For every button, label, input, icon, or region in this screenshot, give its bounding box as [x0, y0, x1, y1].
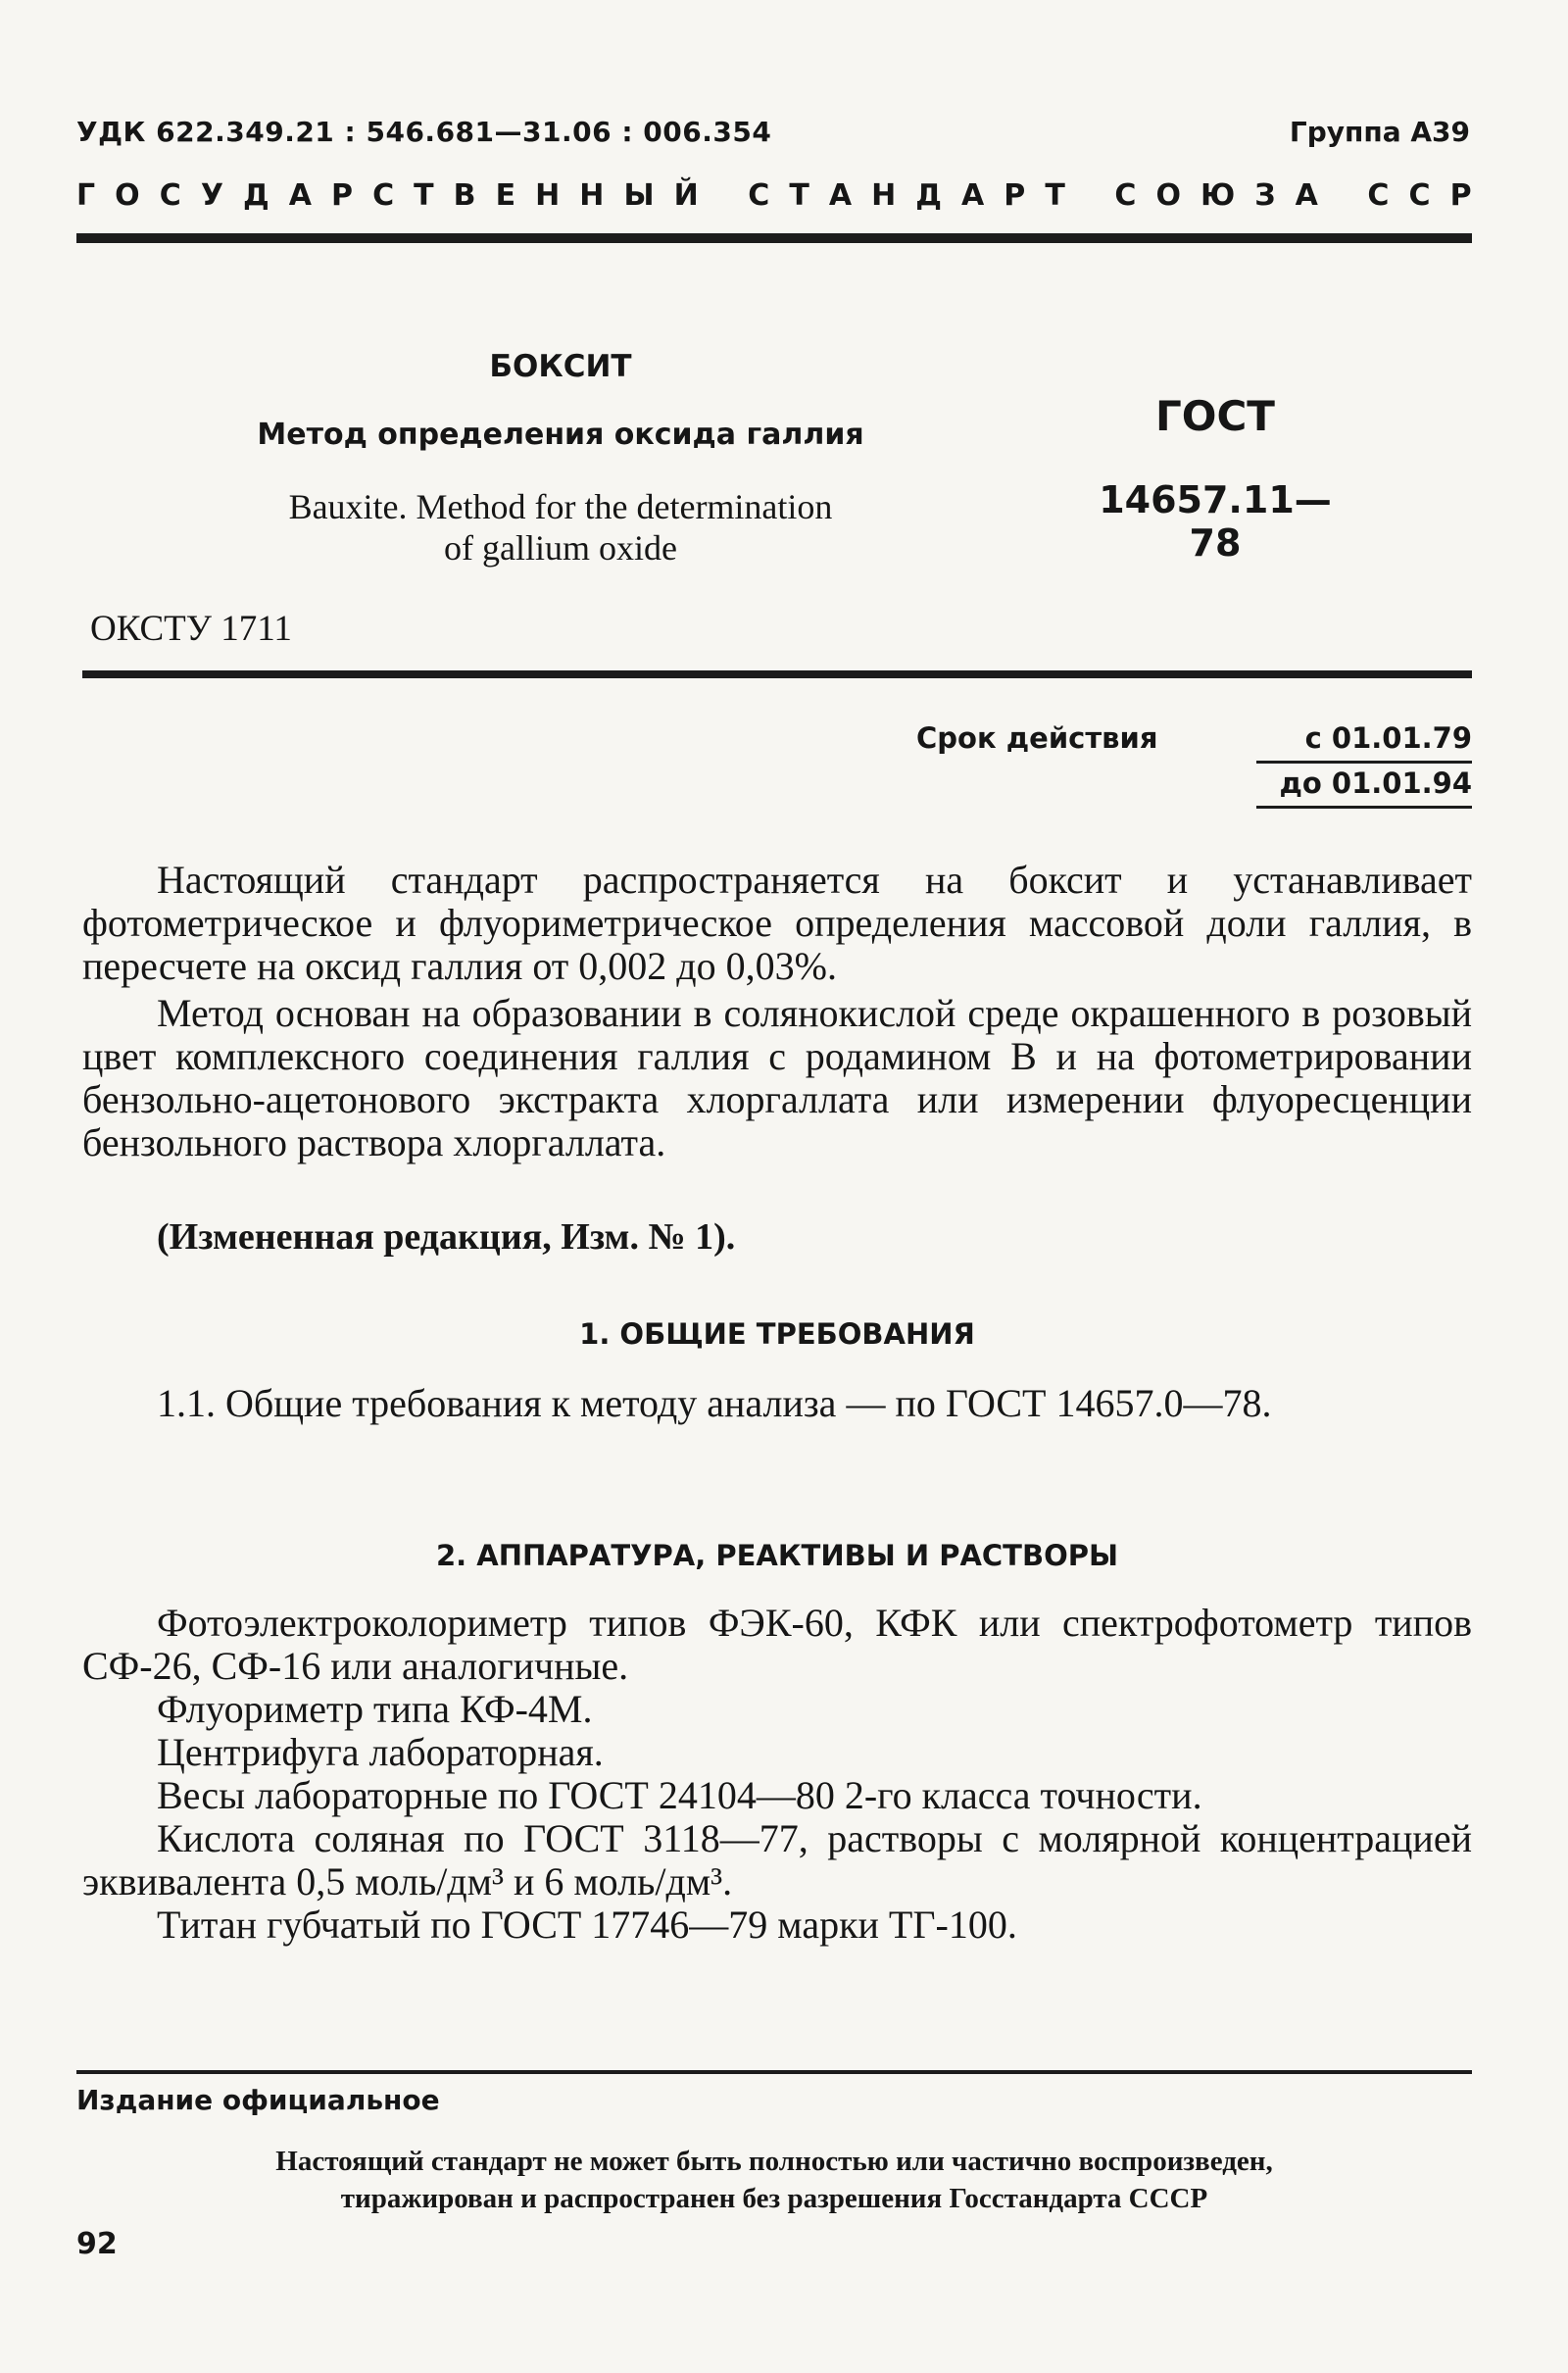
- state-standard-letter: А: [1295, 178, 1318, 213]
- state-standard-letter: Р: [1449, 178, 1472, 213]
- state-standard-letter: С: [1408, 178, 1431, 213]
- state-standard-letter: Е: [495, 178, 516, 213]
- gost-number: 14657.11—78: [1099, 478, 1332, 565]
- state-standard-letter: [718, 178, 728, 213]
- equipment-item: Весы лабораторные по ГОСТ 24104—80 2-го класса точности.: [157, 1773, 1202, 1817]
- section-1-paragraph: 1.1. Общие требования к методу анализа — по ГОСТ 14657.0—78.: [157, 1381, 1272, 1425]
- state-standard-heading: [76, 178, 1472, 213]
- equipment-item: Кислота соляная по ГОСТ 3118—77, растворы с молярной концентрацией эквивалента 0,5 моль/дм³ и 6 моль/дм³.: [82, 1816, 1472, 1903]
- state-standard-letter: А: [288, 178, 312, 213]
- equipment-item: Фотоэлектроколориметр типов ФЭК-60, КФК или спектрофотометр типов СФ-26, СФ-16 или аналогичные.: [82, 1601, 1472, 1688]
- state-standard-letter: О: [115, 178, 140, 213]
- state-standard-letter: С: [372, 178, 395, 213]
- state-standard-letter: В: [453, 178, 476, 213]
- section-1-heading: 1. ОБЩИЕ ТРЕБОВАНИЯ: [579, 1317, 975, 1351]
- state-standard-letter: Ю: [1200, 178, 1236, 213]
- state-standard-letter: Н: [871, 178, 897, 213]
- copyright-notice: [76, 2143, 1472, 2217]
- gost-label: ГОСТ: [1155, 392, 1275, 440]
- state-standard-letter: Т: [414, 178, 434, 213]
- validity-label: Срок действия: [916, 721, 1158, 755]
- header-rule: [76, 233, 1472, 243]
- equipment-item: Флуориметр типа КФ-4М.: [157, 1687, 593, 1731]
- state-standard-letter: С: [1114, 178, 1137, 213]
- validity-underline: [1256, 806, 1472, 809]
- state-standard-letter: [1085, 178, 1095, 213]
- intro-paragraph-1: Настоящий стандарт распространяется на боксит и устанавливает фотометрическое и флуориметрическое определения массовой доли галлия, в пересчете на оксид галлия от 0,002 до 0,03%.: [82, 858, 1472, 988]
- udk-code: УДК 622.349.21 : 546.681—31.06 : 006.354: [76, 116, 772, 148]
- state-standard-letter: Р: [1004, 178, 1026, 213]
- state-standard-letter: Д: [915, 178, 942, 213]
- english-title: [218, 486, 904, 569]
- state-standard-letter: Ы: [623, 178, 655, 213]
- validity-to: до 01.01.94: [1279, 766, 1472, 800]
- group-code: Группа А39: [1289, 116, 1470, 148]
- equipment-item: Центрифуга лабораторная.: [157, 1730, 604, 1774]
- state-standard-letter: Т: [1045, 178, 1065, 213]
- section-2-heading: 2. АППАРАТУРА, РЕАКТИВЫ И РАСТВОРЫ: [435, 1539, 1119, 1572]
- copyright-notice-line1: Настоящий стандарт не может быть полностью или частично воспроизведен,: [275, 2146, 1273, 2177]
- equipment-list: [82, 1602, 1472, 1947]
- validity-from: с 01.01.79: [1304, 721, 1472, 755]
- state-standard-letter: [1338, 178, 1348, 213]
- state-standard-letter: Н: [535, 178, 561, 213]
- state-standard-letter: Р: [331, 178, 354, 213]
- state-standard-letter: А: [961, 178, 985, 213]
- official-edition-label: Издание официальное: [76, 2084, 440, 2116]
- state-standard-letter: У: [200, 178, 223, 213]
- english-title-line1: Bauxite. Method for the determination: [288, 487, 833, 526]
- intro-paragraph-2: Метод основан на образовании в солянокислой среде окрашенного в розовый цвет комплексного соединения галлия с родамином В и на фотометрировании бензольно-ацетонового экстракта хлоргаллата или измерении флуоресценции бензольного раствора хлоргаллата.: [82, 991, 1472, 1164]
- footer-rule: [76, 2070, 1472, 2074]
- state-standard-letter: З: [1254, 178, 1276, 213]
- equipment-item: Титан губчатый по ГОСТ 17746—79 марки ТГ-100.: [157, 1903, 1017, 1947]
- state-standard-letter: С: [748, 178, 770, 213]
- state-standard-letter: С: [159, 178, 181, 213]
- state-standard-letter: А: [828, 178, 853, 213]
- document-subtitle: Метод определения оксида галлия: [257, 418, 864, 452]
- state-standard-letter: С: [1367, 178, 1390, 213]
- title-rule: [82, 670, 1472, 678]
- state-standard-letter: Й: [673, 178, 699, 213]
- state-standard-letter: Г: [76, 178, 96, 213]
- document-title: БОКСИТ: [489, 349, 632, 384]
- state-standard-letter: Н: [579, 178, 605, 213]
- copyright-notice-line2: тиражирован и распространен без разрешения Госстандарта СССР: [340, 2183, 1208, 2214]
- state-standard-letter: Д: [243, 178, 270, 213]
- state-standard-letter: О: [1155, 178, 1181, 213]
- validity-divider: [1256, 761, 1472, 764]
- english-title-line2: of gallium oxide: [444, 528, 677, 568]
- page-number: 92: [76, 2227, 118, 2261]
- state-standard-letter: Т: [789, 178, 809, 213]
- amendment-note: (Измененная редакция, Изм. № 1).: [157, 1216, 736, 1258]
- okstu-code: ОКСТУ 1711: [90, 609, 292, 649]
